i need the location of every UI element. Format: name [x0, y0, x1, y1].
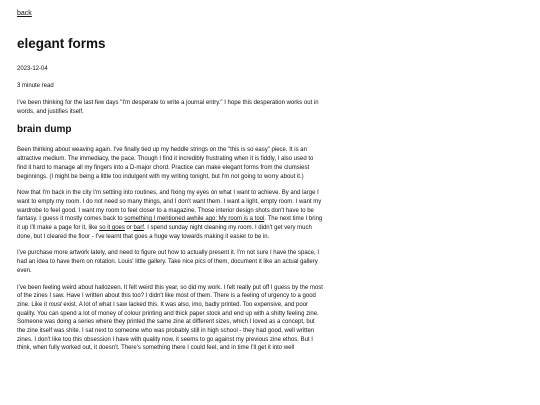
paragraph-text: Now that I'm back in the city I'm settling into routines, and fixing my eyes on what I want to achieve. By and large I want to empty my room. I do not need so many things, and I don't want them. I want a light, empty room. I want my wardrobe to feel good. I want my room to feel closer to a magazine. Those interior design shots don't have to be fantasy. I guess it mostly comes back to	[17, 190, 322, 223]
paragraph-text: exist. A lot of what I saw lacked this. It was also, imo, badly printed. Too expensive, and poor quality. You can spend a lot of money of colour printing and thick paper stock and end up with a shitty feeling zine. Someone was doing a series where they printed the same zine at different sizes, which I loved as a concept, but the zine itself was shite. I sat next to someone who was probably still in high school - they had good, well written zines. I don't like too this obsession I have with quality now, it seems to go against my previous zine ethos. But I think, when fully worked out, it doesn't. There's something there I could feel, and in time I'll get it into well	[17, 301, 319, 352]
paragraph-artwork: I've purchase more artwork lately, and need to figure out how to actually present it. I'm not sure I have the space, I had an idea to have them on rotation. Louis' little gallery. Take nice pics of them, document it like an actual gallery even.	[17, 250, 320, 274]
section-heading: brain dump	[17, 124, 72, 136]
intro-paragraph: I've been thinking for the last few days "I'm desperate to write a journal entry." I hope this desperation works out in words, and justifies itself.	[17, 100, 319, 115]
paragraph-hallozeen	[17, 284, 323, 354]
back-link[interactable]: back	[17, 10, 32, 17]
post-date: 2023-12-04	[17, 66, 48, 72]
link-so-it-goes[interactable]: so it goes	[99, 225, 125, 232]
paragraph-weaving: Been thinking about weaving again. I've finally tied up my heddle strings on the "this is so easy" piece. It is an attractive medium. The immediacy, the pace. Though I find it incredibly frustrating when it is fiddly, I also used to find it hard to manage all my fingers into a D-major chord. Practice can make elegant forms from the clumsiest beginnings. (I might be being a little too indulgent with my writing tonight, but I'm not going to worry about it.)	[17, 147, 314, 180]
paragraph-text: . The next time I bring it up I'll make a page for it, like	[17, 216, 323, 232]
emphasis-must: must	[48, 301, 62, 308]
paragraph-text: or	[124, 225, 134, 232]
link-barf[interactable]: barf	[133, 225, 144, 232]
paragraph-room	[17, 189, 323, 241]
link-room-tool[interactable]: something I mentioned awhile ago: My room is a tool	[124, 216, 265, 223]
paragraph-text: I've been feeling weird about hallozeen. It felt weird this year, so did my work. I felt really put off I guess by the most of the zines I saw. Have I written about this too? I didn't like most of them. There is a feeling of urgency to a good zine. Like it	[17, 284, 323, 308]
read-time: 3 minute read	[17, 83, 54, 89]
paragraph-text: . I spend sunday night cleaning my room. I didn't get very much done, but I cleared the floor - I've learnt that goes a huge way towards making it easier to be in.	[17, 225, 312, 240]
page-title: elegant forms	[17, 36, 106, 51]
